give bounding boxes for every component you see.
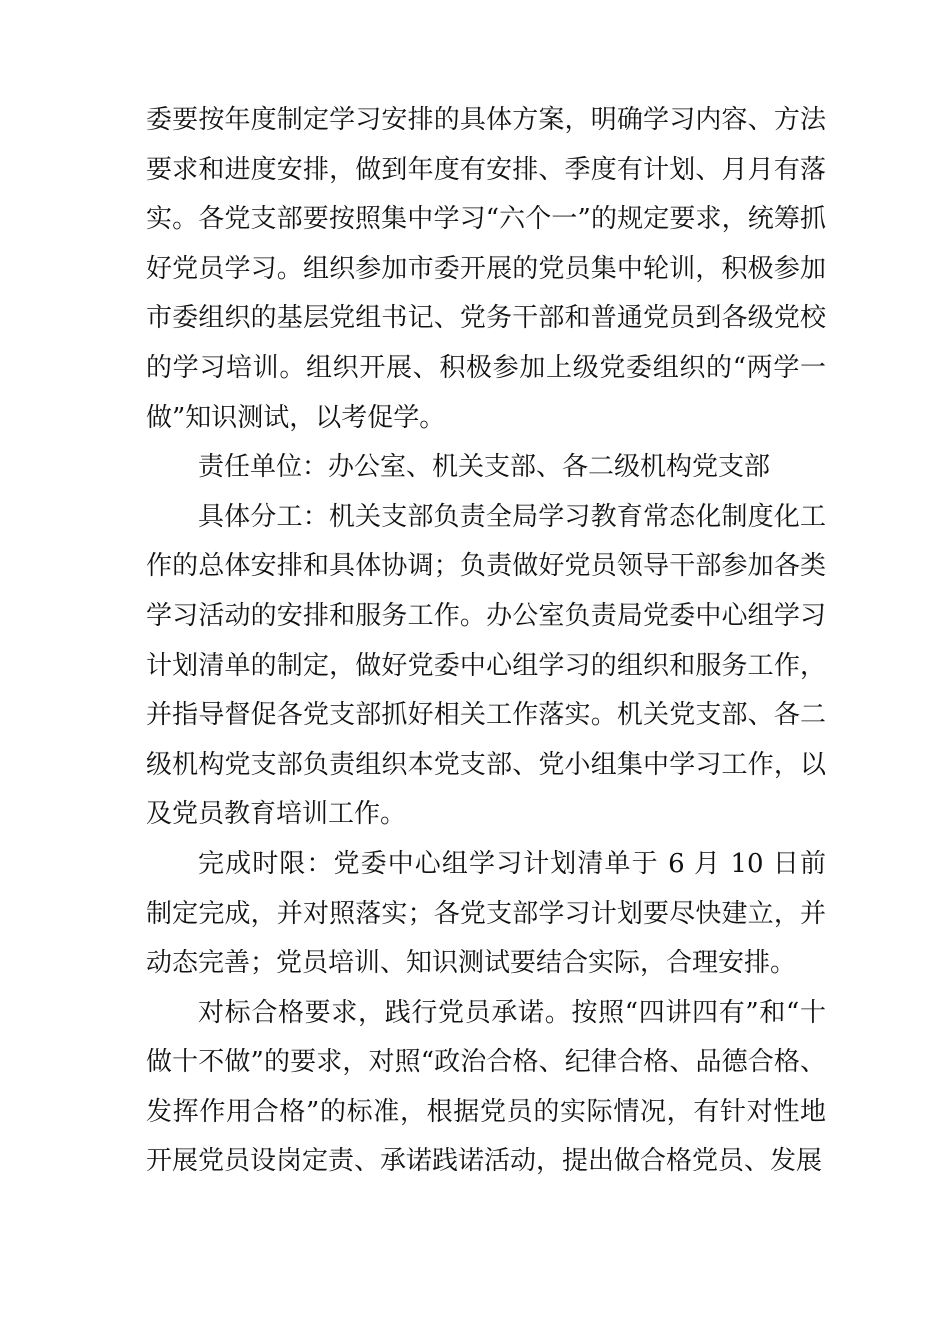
paragraph-division-of-work: 具体分工：机关支部负责全局学习教育常态化制度化工作的总体安排和具体协调；负责做好党员领导干部参加各类学习活动的安排和服务工作。办公室负责局党委中心组学习计划清单的制定，做好党委中心组学习的组织和服务工作，并指导督促各党支部抓好相关工作落实。机关党支部、各二级机构党支部负责组织本党支部、党小组集中学习工作，以及党员教育培训工作。 [146,501,826,830]
paragraph-deadline: 完成时限：党委中心组学习计划清单于 6 月 10 日前制定完成，并对照落实；各党支部学习计划要尽快建立，并动态完善；党员培训、知识测试要结合实际，合理安排。 [146,848,826,979]
document-body [146,96,826,1187]
paragraph-responsible-units: 责任单位：办公室、机关支部、各二级机构党支部 [198,452,771,483]
paragraph-study-plan: 委要按年度制定学习安排的具体方案，明确学习内容、方法要求和进度安排，做到年度有安排、季度有计划、月月有落实。各党支部要按照集中学习“六个一”的规定要求，统筹抓好党员学习。组织参加市委开展的党员集中轮训，积极参加市委组织的基层党组书记、党务干部和普通党员到各级党校的学习培训。组织开展、积极参加上级党委组织的“两学一做”知识测试，以考促学。 [146,105,826,433]
paragraph-member-commitment: 对标合格要求，践行党员承诺。按照“四讲四有”和“十做十不做”的要求，对照“政治合格、纪律合格、品德合格、发挥作用合格”的标准，根据党员的实际情况，有针对性地开展党员设岗定责、承诺践诺活动，提出做合格党员、发展 [146,997,826,1177]
